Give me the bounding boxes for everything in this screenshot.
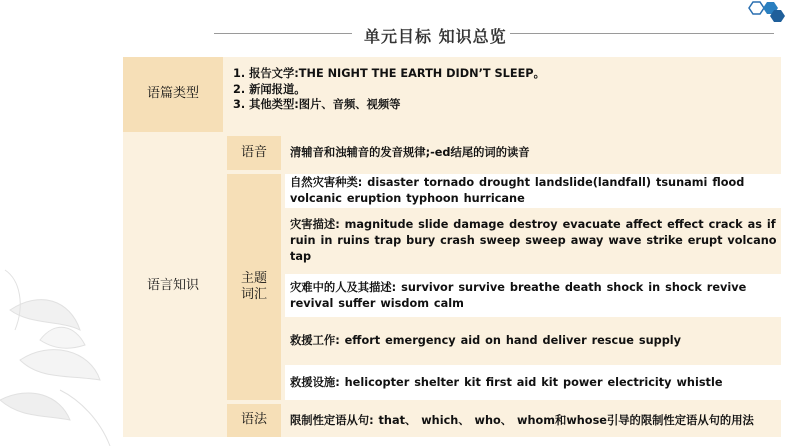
hexagon-logo-icon [745, 0, 790, 24]
vocabulary-row [285, 274, 781, 317]
text-type-label: 语篇类型 [123, 57, 223, 132]
pronunciation-label: 语音 [227, 136, 281, 170]
header-divider-right [510, 33, 774, 34]
pronunciation-content [285, 136, 781, 170]
grammar-content [285, 404, 781, 437]
vocabulary-rescue-facilities: 救援设施: helicopter shelter kit first aid kit power electricity whistle [290, 375, 723, 389]
vocabulary-disaster-description: 灾害描述: magnitude slide damage destroy evacuate affect effect crack as if ruin in ruins trap bury crash sweep sweep away wave strike erupt volcano tap [290, 218, 777, 263]
vocabulary-label [227, 174, 281, 400]
text-type-content [227, 57, 781, 132]
vocabulary-row [285, 321, 781, 361]
grammar-text: 限制性定语从句: that、 which、 who、 whom和whose引导的限制性定语从句的用法 [290, 413, 754, 427]
flower-decoration-icon [0, 250, 120, 446]
section-header [214, 20, 774, 48]
vocabulary-disaster-types: 自然灾害种类: disaster tornado drought landslide(landfall) tsunami flood volcanic eruption typhoon hurricane [290, 176, 745, 205]
vocabulary-row [285, 174, 781, 208]
language-knowledge-label: 语言知识 [123, 136, 223, 437]
page-title: 单元目标 知识总览 [364, 27, 507, 46]
vocabulary-people-in-disaster: 灾难中的人及其描述: survivor survive breathe death shock in shock revive revival suffer wisdom calm [290, 280, 747, 310]
grammar-label: 语法 [227, 404, 281, 437]
text-type-line-3: 3. 其他类型:图片、音频、视频等 [233, 98, 401, 111]
text-type-line-1: 1. 报告文学:THE NIGHT THE EARTH DIDN’T SLEEP。 [233, 67, 545, 80]
knowledge-table [123, 57, 781, 437]
pronunciation-text: 清辅音和浊辅音的发音规律;-ed结尾的词的读音 [290, 146, 530, 159]
vocabulary-row [285, 365, 781, 400]
vocabulary-rescue-work: 救援工作: effort emergency aid on hand deliver rescue supply [290, 334, 682, 347]
header-divider-left [214, 33, 352, 34]
vocabulary-label-line-2: 词汇 [240, 287, 267, 302]
text-type-line-2: 2. 新闻报道。 [233, 82, 306, 96]
vocabulary-row [285, 212, 781, 270]
vocabulary-label-line-1: 主题 [240, 270, 267, 286]
